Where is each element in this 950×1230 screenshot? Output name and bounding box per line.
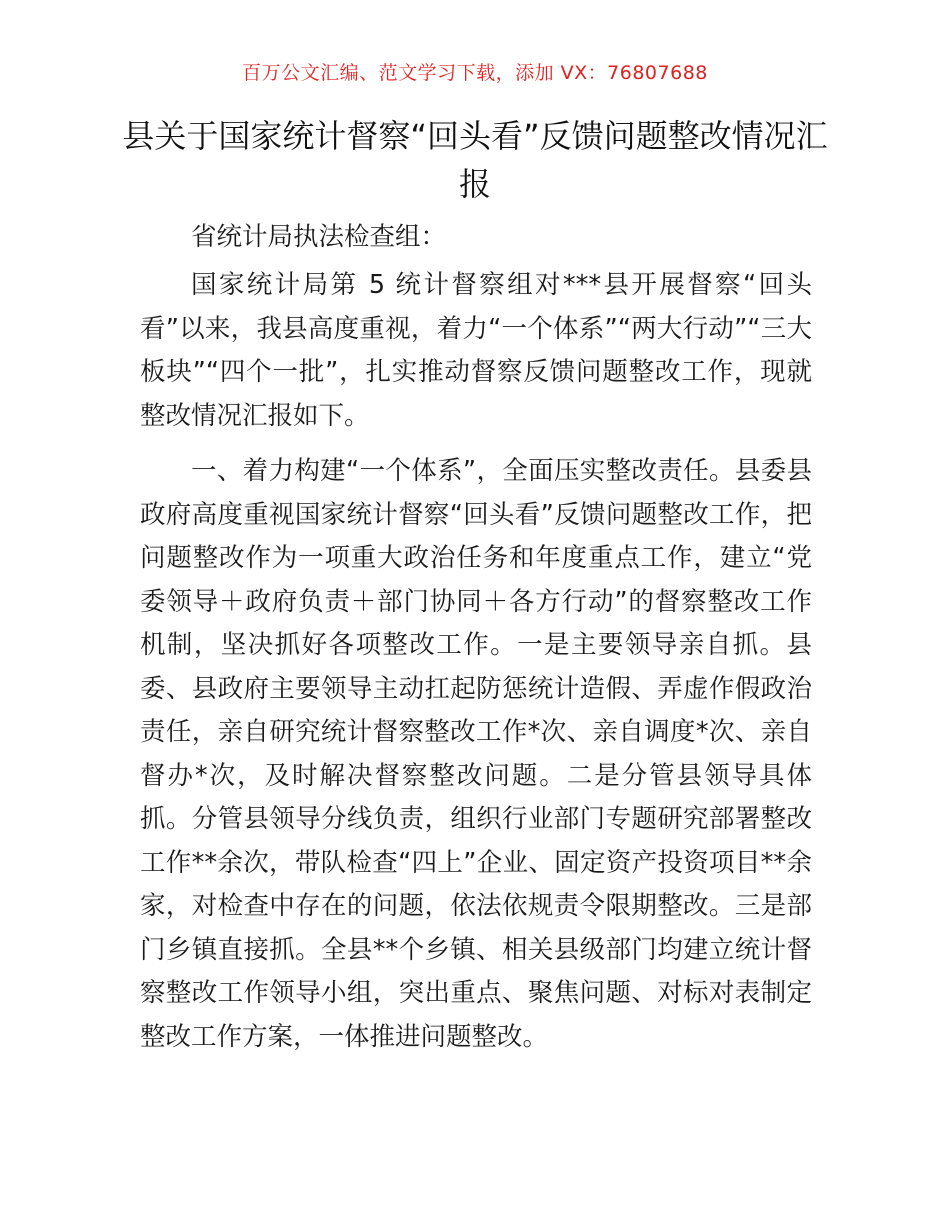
addressee-line: 省统计局执法检查组： (191, 222, 447, 252)
paragraph-section-one: 一、着力构建“一个体系”，全面压实整改责任。县委县政府高度重视国家统计督察“回头看”反馈问题整改工作，把问题整改作为一项重大政治任务和年度重点工作，建立“党委领导＋政府负责＋部门协同＋各方行动”的督察整改工作机制，坚决抓好各项整改工作。一是主要领导亲自抓。县委、县政府主要领导主动扛起防惩统计造假、弄虚作假政治责任，亲自研究统计督察整改工作*次、亲自调度*次、亲自督办*次，及时解决督察整改问题。二是分管县领导具体抓。分管县领导分线负责，组织行业部门专题研究部署整改工作**余次，带队检查“四上”企业、固定资产投资项目**余家，对检查中存在的问题，依法依规责令限期整改。三是部门乡镇直接抓。全县**个乡镇、相关县级部门均建立统计督察整改工作领导小组，突出重点、聚焦问题、对标对表制定整改工作方案，一体推进问题整改。 (140, 456, 812, 1052)
paragraph-intro: 国家统计局第 5 统计督察组对***县开展督察“回头看”以来，我县高度重视，着力“一个体系”“两大行动”“三大板块”“四个一批”，扎实推动督察反馈问题整改工作，现就整改情况汇报如下。 (140, 270, 812, 431)
document-title: 县关于国家统计督察“回头看”反馈问题整改情况汇报 (122, 117, 828, 203)
watermark-header: 百万公文汇编、范文学习下载，添加 VX：76807688 (242, 62, 708, 84)
